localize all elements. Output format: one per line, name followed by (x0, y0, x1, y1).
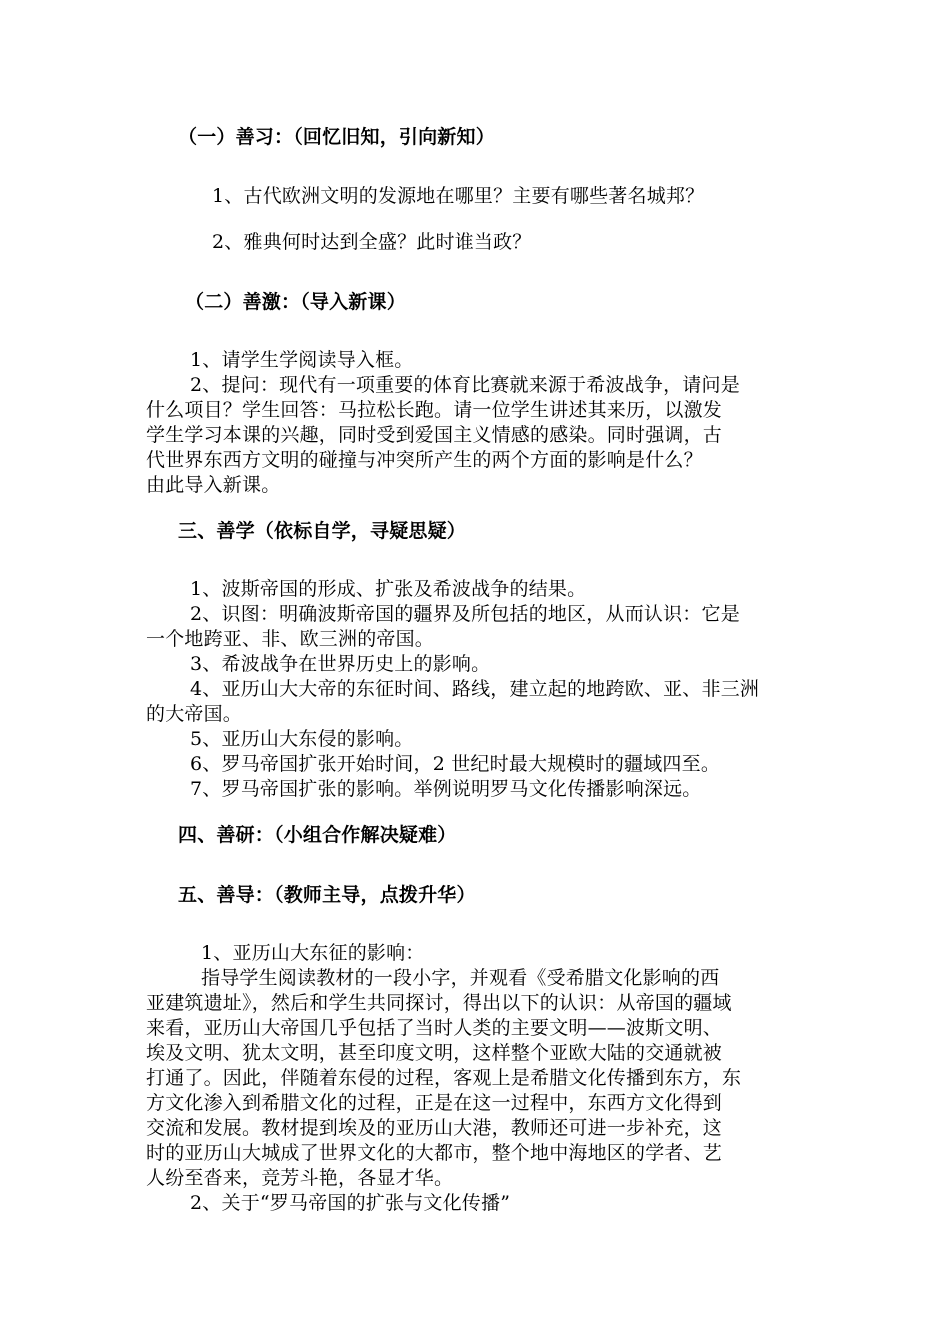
study-item-6: 6、罗马帝国扩张开始时间，2 世纪时最大规模时的疆域四至。 (190, 753, 721, 775)
study-item-2-line-1: 2、识图：明确波斯帝国的疆界及所包括的地区，从而认识：它是 (190, 603, 740, 625)
guide-body-line-8: 时的亚历山大城成了世界文化的大都市，整个地中海地区的学者、艺 (146, 1142, 723, 1164)
intro-item-2-line-5: 由此导入新课。 (146, 474, 281, 496)
guide-body-line-9: 人纷至沓来，竞芳斗艳，各显才华。 (146, 1167, 454, 1189)
study-item-7: 7、罗马帝国扩张的影响。举例说明罗马文化传播影响深远。 (190, 778, 702, 800)
study-item-2-line-2: 一个地跨亚、非、欧三洲的帝国。 (146, 628, 435, 650)
guide-body-line-5: 打通了。因此，伴随着东侵的过程，客观上是希腊文化传播到东方，东 (146, 1067, 742, 1089)
study-item-3: 3、希波战争在世界历史上的影响。 (190, 653, 491, 675)
section-1-heading: （一）善习：（回忆旧知，引向新知） (178, 126, 495, 148)
guide-body-line-7: 交流和发展。教材提到埃及的亚历山大港，教师还可进一步补充，这 (146, 1117, 723, 1139)
guide-body-line-1: 指导学生阅读教材的一段小字，并观看《受希腊文化影响的西 (201, 967, 720, 989)
section-4-heading: 四、善研：（小组合作解决疑难） (178, 824, 457, 846)
intro-item-1: 1、请学生学阅读导入框。 (190, 349, 414, 371)
intro-item-2-line-1: 2、提问：现代有一项重要的体育比赛就来源于希波战争，请问是 (190, 374, 740, 396)
guide-body-line-3: 来看，亚历山大帝国几乎包括了当时人类的主要文明——波斯文明、 (146, 1017, 723, 1039)
guide-item-2-title: 2、关于“罗马帝国的扩张与文化传播” (190, 1192, 511, 1214)
guide-item-1-title: 1、亚历山大东征的影响： (201, 942, 425, 964)
review-question-1: 1、古代欧洲文明的发源地在哪里？主要有哪些著名城邦？ (212, 185, 705, 207)
guide-body-line-2: 亚建筑遗址》，然后和学生共同探讨，得出以下的认识：从帝国的疆域 (146, 992, 732, 1014)
guide-body-line-6: 方文化渗入到希腊文化的过程，正是在这一过程中，东西方文化得到 (146, 1092, 723, 1114)
study-item-4-line-1: 4、亚历山大大帝的东征时间、路线，建立起的地跨欧、亚、非三洲 (190, 678, 760, 700)
study-item-4-line-2: 的大帝国。 (146, 703, 243, 725)
intro-item-2-line-3: 学生学习本课的兴趣，同时受到爱国主义情感的感染。同时强调，古 (146, 424, 723, 446)
section-5-heading: 五、善导：（教师主导，点拨升华） (178, 884, 476, 906)
section-2-heading: （二）善激：（导入新课） (185, 291, 406, 313)
intro-item-2-line-2: 什么项目？学生回答：马拉松长跑。请一位学生讲述其来历，以激发 (146, 399, 723, 421)
study-item-1: 1、波斯帝国的形成、扩张及希波战争的结果。 (190, 578, 587, 600)
section-3-heading: 三、善学（依标自学，寻疑思疑） (178, 520, 467, 542)
intro-item-2-line-4: 代世界东西方文明的碰撞与冲突所产生的两个方面的影响是什么？ (146, 449, 703, 471)
study-item-5: 5、亚历山大东侵的影响。 (190, 728, 414, 750)
guide-body-line-4: 埃及文明、犹太文明，甚至印度文明，这样整个亚欧大陆的交通就被 (146, 1042, 723, 1064)
review-question-2: 2、雅典何时达到全盛？此时谁当政？ (212, 231, 532, 253)
